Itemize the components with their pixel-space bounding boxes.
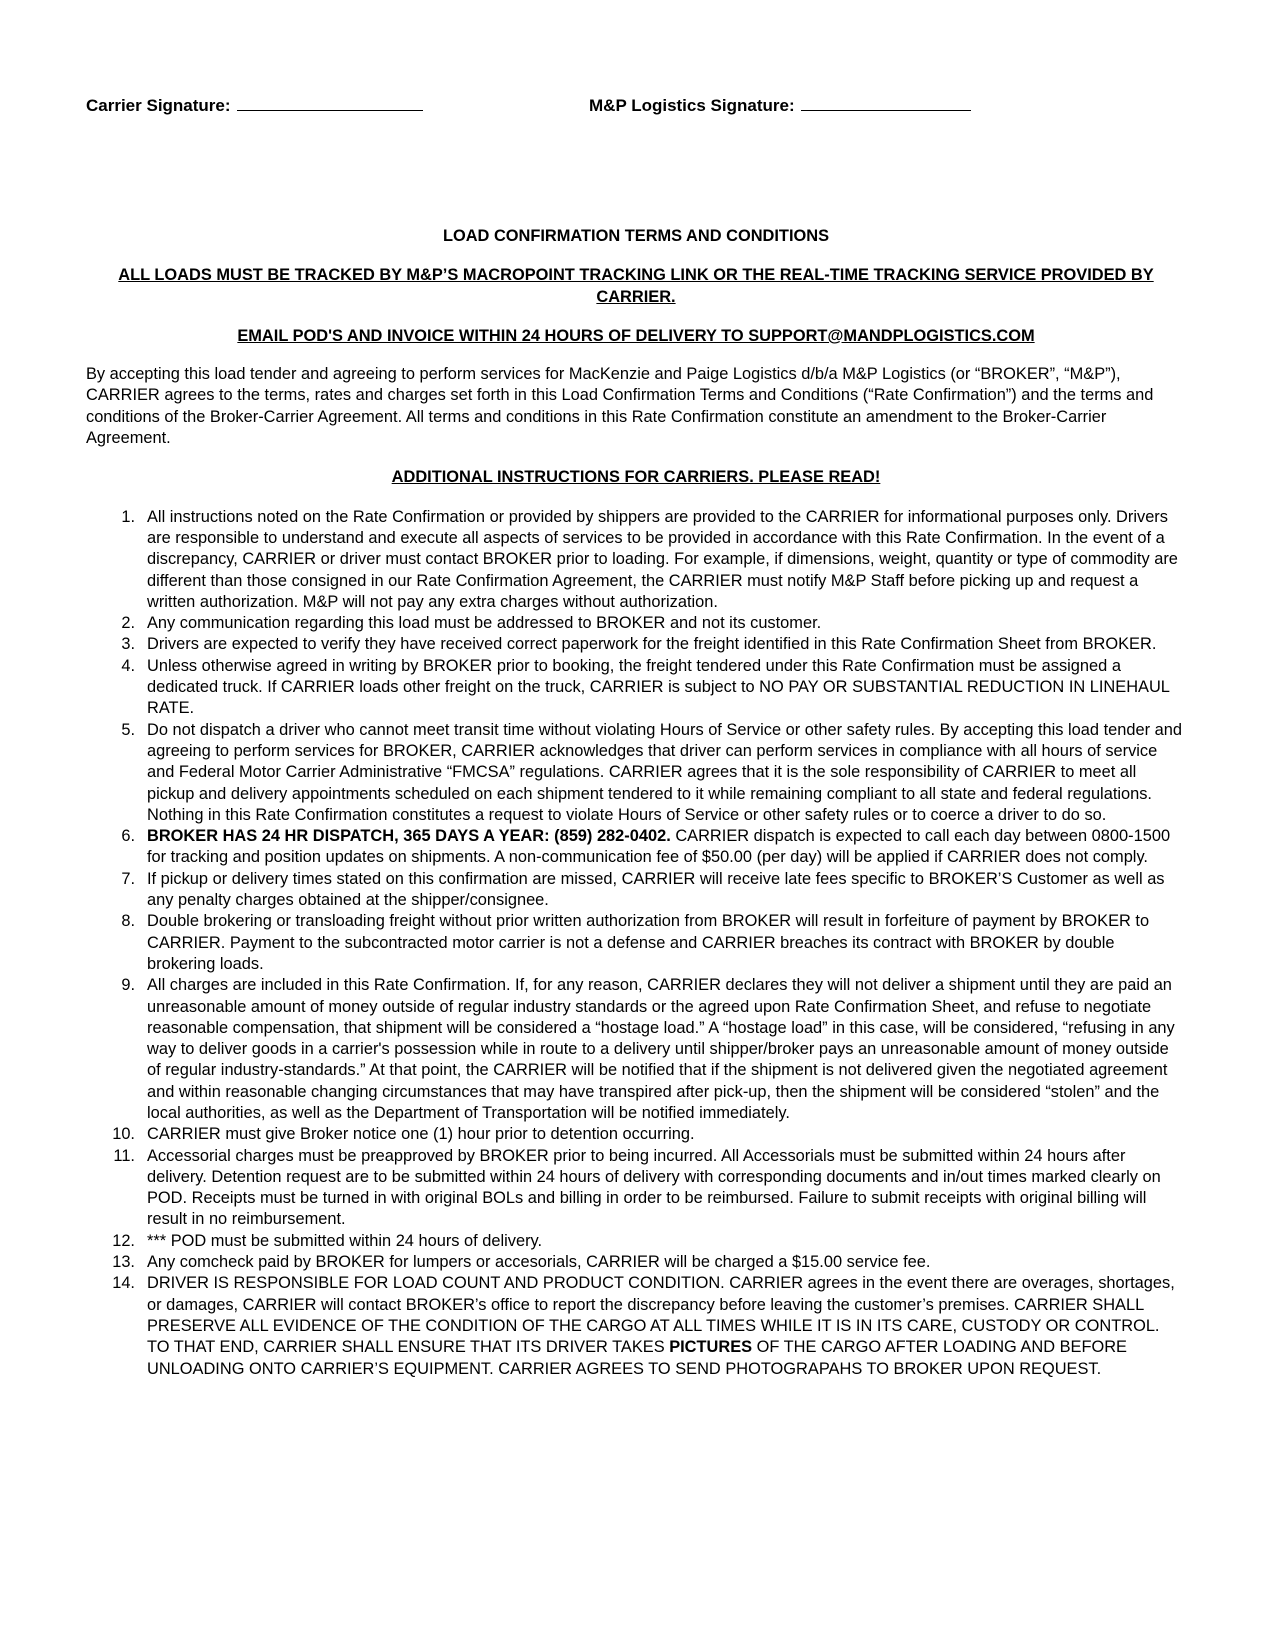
term-text: Do not dispatch a driver who cannot meet transit time without violating Hours of Service or other safety rules. By accepting this load tender and agreeing to perform services for BROKER, CARRIER acknowledges that driver can perform services in compliance with all hours of service and Federal Motor Carrier Administrative “FMCSA” regulations. CARRIER agrees that it is the sole responsibility of CARRIER to meet all pickup and delivery appointments scheduled on each shipment tendered to it while remaining compliant to all state and federal regulations. Nothing in this Rate Confirmation constitutes a request to violate Hours of Service or other safety rules or to coerce a driver to do so. [147,720,1182,824]
term-text: Unless otherwise agreed in writing by BROKER prior to booking, the freight tendered under this Rate Confirmation must be assigned a dedicated truck. If CARRIER loads other freight on the truck, CARRIER is subject to NO PAY OR SUBSTANTIAL REDUCTION IN LINEHAUL RATE. [147,656,1170,718]
intro-paragraph: By accepting this load tender and agreeing to perform services for MacKenzie and Paige Logistics d/b/a M&P Logistics (or “BROKER”, “M&P”), CARRIER agrees to the terms, rates and charges set forth in this Load Confirmation Terms and Conditions (“Rate Confirmation”) and the terms and conditions of the Broker-Carrier Agreement. All terms and conditions in this Rate Confirmation constitute an amendment to the Broker-Carrier Agreement. [86,365,1154,448]
terms-document [86,226,1186,1380]
term-item [86,720,1186,826]
term-item [86,1252,1186,1273]
term-item [86,507,1186,613]
term-number: 4. [121,656,135,675]
term-number: 7. [121,869,135,888]
term-item [86,826,1186,869]
term-number: 12. [112,1231,135,1250]
term-text: If pickup or delivery times stated on this confirmation are missed, CARRIER will receive late fees specific to BROKER’S Customer as well as any penalty charges obtained at the shipper/consignee. [147,869,1165,910]
broker-signature-label: M&P Logistics Signature: [589,96,795,115]
tracking-notice: ALL LOADS MUST BE TRACKED BY M&P’S MACROPOINT TRACKING LINK OR THE REAL-TIME TRACKING SERVICE PROVIDED BY CARRIER. [118,266,1154,306]
additional-instructions-heading: ADDITIONAL INSTRUCTIONS FOR CARRIERS. PLEASE READ! [391,468,881,487]
term-number: 14. [112,1274,135,1293]
term-number: 8. [121,912,135,931]
term-item [86,613,1186,634]
carrier-signature [86,94,423,116]
term-text: Accessorial charges must be preapproved by BROKER prior to being incurred. All Accessorials must be submitted within 24 hours after delivery. Detention request are to be submitted within 24 hours of delivery with corresponding documents and in/out times marked clearly on POD. Receipts must be turned in with original BOLs and billing in order to be reimbursed. Failure to submit receipts with original billing will result in no reimbursement. [147,1146,1161,1229]
term-number: 9. [121,976,135,995]
term-number: 13. [112,1253,135,1272]
term-item [86,656,1186,720]
term-text: DRIVER IS RESPONSIBLE FOR LOAD COUNT AND PRODUCT CONDITION. CARRIER agrees in the event there are overages, shortages, or damages, CARRIER will contact BROKER’s office to report the discrepancy before leaving the customer’s premises. CARRIER SHALL PRESERVE ALL EVIDENCE OF THE CONDITION OF THE CARGO AT ALL TIMES WHILE IT IS IN ITS CARE, CUSTODY OR CONTROL. TO THAT END, CARRIER SHALL ENSURE THAT ITS DRIVER TAKES [147,1274,1175,1357]
carrier-signature-line[interactable] [237,94,423,111]
page-title: LOAD CONFIRMATION TERMS AND CONDITIONS [442,227,830,245]
term-number: 5. [121,720,135,739]
broker-signature-line[interactable] [801,94,971,111]
term-item [86,911,1186,975]
term-text: All instructions noted on the Rate Confirmation or provided by shippers are provided to the CARRIER for informational purposes only. Drivers are responsible to understand and execute all aspects of services to be provided in accordance with this Rate Confirmation. In the event of a discrepancy, CARRIER or driver must contact BROKER prior to loading. For example, if dimensions, weight, quantity or type of commodity are different than those consigned in our Rate Confirmation Agreement, the CARRIER must notify M&P Staff before picking up and request a written authorization. M&P will not pay any extra charges without authorization. [147,507,1178,611]
term-text: *** POD must be submitted within 24 hours of delivery. [147,1231,543,1250]
term-number: 11. [113,1146,135,1165]
term-item [86,1146,1186,1231]
terms-list [86,507,1186,1380]
term-text: Drivers are expected to verify they have received correct paperwork for the freight identified in this Rate Confirmation Sheet from BROKER. [147,635,1157,654]
email-notice: EMAIL POD'S AND INVOICE WITHIN 24 HOURS OF DELIVERY TO SUPPORT@MANDPLOGISTICS.COM [237,326,1035,345]
term-text-after: OF THE CARGO AFTER LOADING AND BEFORE UNLOADING ONTO CARRIER’S EQUIPMENT. CARRIER AGREES TO SEND PHOTOGRAPAHS TO BROKER UPON REQUEST. [147,1338,1127,1378]
term-number: 2. [121,614,135,633]
term-text: CARRIER dispatch is expected to call each day between 0800-1500 for tracking and position updates on shipments. A non-communication fee of $50.00 (per day) will be applied if CARRIER does not comply. [147,827,1171,867]
term-text: CARRIER must give Broker notice one (1) hour prior to detention occurring. [147,1125,695,1144]
term-number: 3. [121,635,135,654]
carrier-signature-label: Carrier Signature: [86,96,231,115]
term-text: Double brokering or transloading freight without prior written authorization from BROKER will result in forfeiture of payment by BROKER to CARRIER. Payment to the subcontracted motor carrier is not a defense and CARRIER breaches its contract with BROKER by double brokering loads. [147,912,1150,973]
term-item [86,975,1186,1124]
term-bold-text: BROKER HAS 24 HR DISPATCH, 365 DAYS A YEAR: (859) 282-0402. [147,827,671,846]
term-item [86,869,1186,912]
term-text: Any comcheck paid by BROKER for lumpers or accesorials, CARRIER will be charged a $15.00 service fee. [147,1253,931,1272]
term-number: 6. [121,827,135,846]
term-item [86,634,1186,655]
term-text: Any communication regarding this load must be addressed to BROKER and not its customer. [147,614,822,633]
term-bold-inline: PICTURES [669,1338,753,1357]
term-number: 10. [112,1125,135,1144]
broker-signature [589,94,971,116]
term-item [86,1273,1186,1379]
term-item [86,1124,1186,1145]
term-text: All charges are included in this Rate Confirmation. If, for any reason, CARRIER declares they will not deliver a shipment until they are paid an unreasonable amount of money outside of regular industry standards or the agreed upon Rate Confirmation Sheet, and refuse to negotiate reasonable compensation, that shipment will be considered a “hostage load.” A “hostage load” in this case, will be considered, “refusing in any way to deliver goods in a carrier's possession while in route to a delivery until shipper/broker pays an unreasonable amount of money outside of regular industry-standards.” At that point, the CARRIER will be notified that if the shipment is not delivered given the negotiated agreement and within reasonable changing circumstances that may have transpired after pick-up, then the shipment will be considered “stolen” and the local authorities, as well as the Department of Transportation will be notified immediately. [147,976,1175,1122]
term-number: 1. [121,507,135,526]
term-item [86,1231,1186,1252]
